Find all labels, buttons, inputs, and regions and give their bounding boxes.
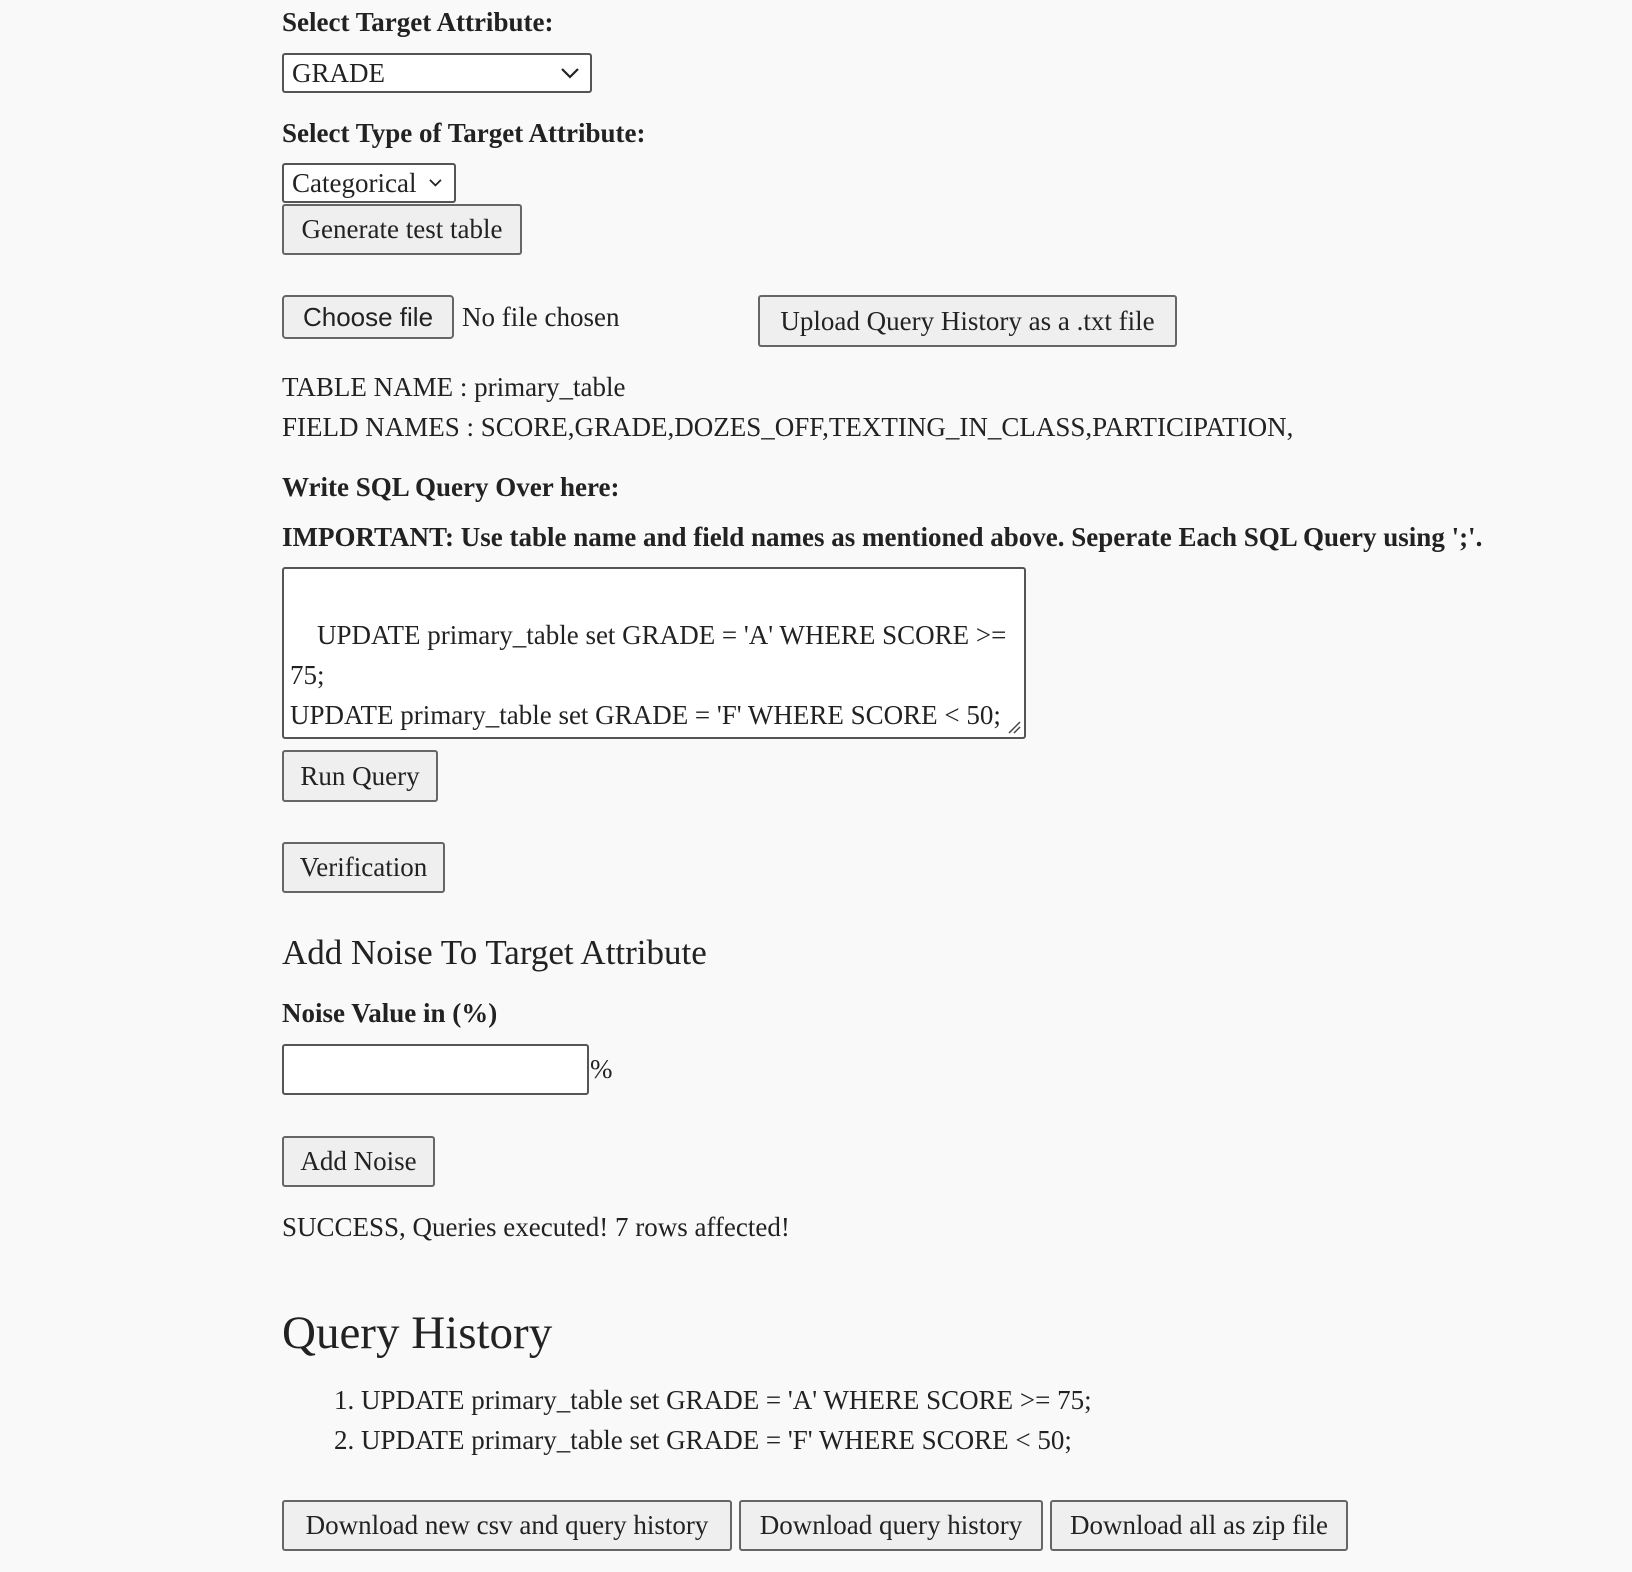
download-zip-button[interactable]: Download all as zip file	[1050, 1500, 1348, 1551]
verification-button[interactable]: Verification	[282, 842, 445, 893]
noise-value-input[interactable]	[282, 1044, 589, 1095]
table-name-line: TABLE NAME : primary_table	[282, 372, 626, 402]
target-type-label: Select Type of Target Attribute:	[282, 118, 646, 148]
file-status: No file chosen	[462, 302, 620, 332]
chevron-down-icon	[426, 173, 448, 193]
add-noise-button[interactable]: Add Noise	[282, 1136, 435, 1187]
status-message: SUCCESS, Queries executed! 7 rows affected!	[282, 1212, 790, 1242]
query-history-title: Query History	[282, 1307, 553, 1359]
list-item: 2. UPDATE primary_table set GRADE = 'F' WHERE SCORE < 50;	[334, 1425, 1072, 1455]
target-attribute-label: Select Target Attribute:	[282, 7, 554, 37]
noise-unit: %	[590, 1054, 613, 1084]
generate-test-table-button[interactable]: Generate test table	[282, 204, 522, 255]
list-item: 1. UPDATE primary_table set GRADE = 'A' WHERE SCORE >= 75;	[334, 1385, 1092, 1415]
sql-query-textarea[interactable]	[282, 567, 1026, 739]
run-query-button[interactable]: Run Query	[282, 750, 438, 802]
query-history-list	[334, 1380, 1092, 1460]
noise-heading: Add Noise To Target Attribute	[282, 933, 707, 972]
sql-query-text: UPDATE primary_table set GRADE = 'A' WHERE SCORE >= 75; UPDATE primary_table set GRADE = 'F' WHERE SCORE < 50;	[290, 620, 1007, 730]
target-attribute-value: GRADE	[292, 57, 385, 88]
upload-query-history-button[interactable]: Upload Query History as a .txt file	[758, 295, 1177, 347]
chevron-down-icon	[556, 63, 584, 83]
field-names-line: FIELD NAMES : SCORE,GRADE,DOZES_OFF,TEXTING_IN_CLASS,PARTICIPATION,	[282, 412, 1294, 442]
sql-heading: Write SQL Query Over here:	[282, 472, 620, 502]
target-type-select[interactable]	[282, 163, 456, 203]
choose-file-button[interactable]: Choose file	[282, 295, 454, 339]
sql-important-note: IMPORTANT: Use table name and field names as mentioned above. Seperate Each SQL Query using ';'.	[282, 522, 1483, 552]
download-query-history-button[interactable]: Download query history	[739, 1500, 1043, 1551]
target-attribute-select[interactable]	[282, 53, 592, 93]
download-csv-and-history-button[interactable]: Download new csv and query history	[282, 1500, 732, 1551]
noise-value-label: Noise Value in (%)	[282, 998, 498, 1028]
target-type-value: Categorical	[292, 167, 417, 198]
resize-grip-icon[interactable]	[1007, 720, 1021, 734]
